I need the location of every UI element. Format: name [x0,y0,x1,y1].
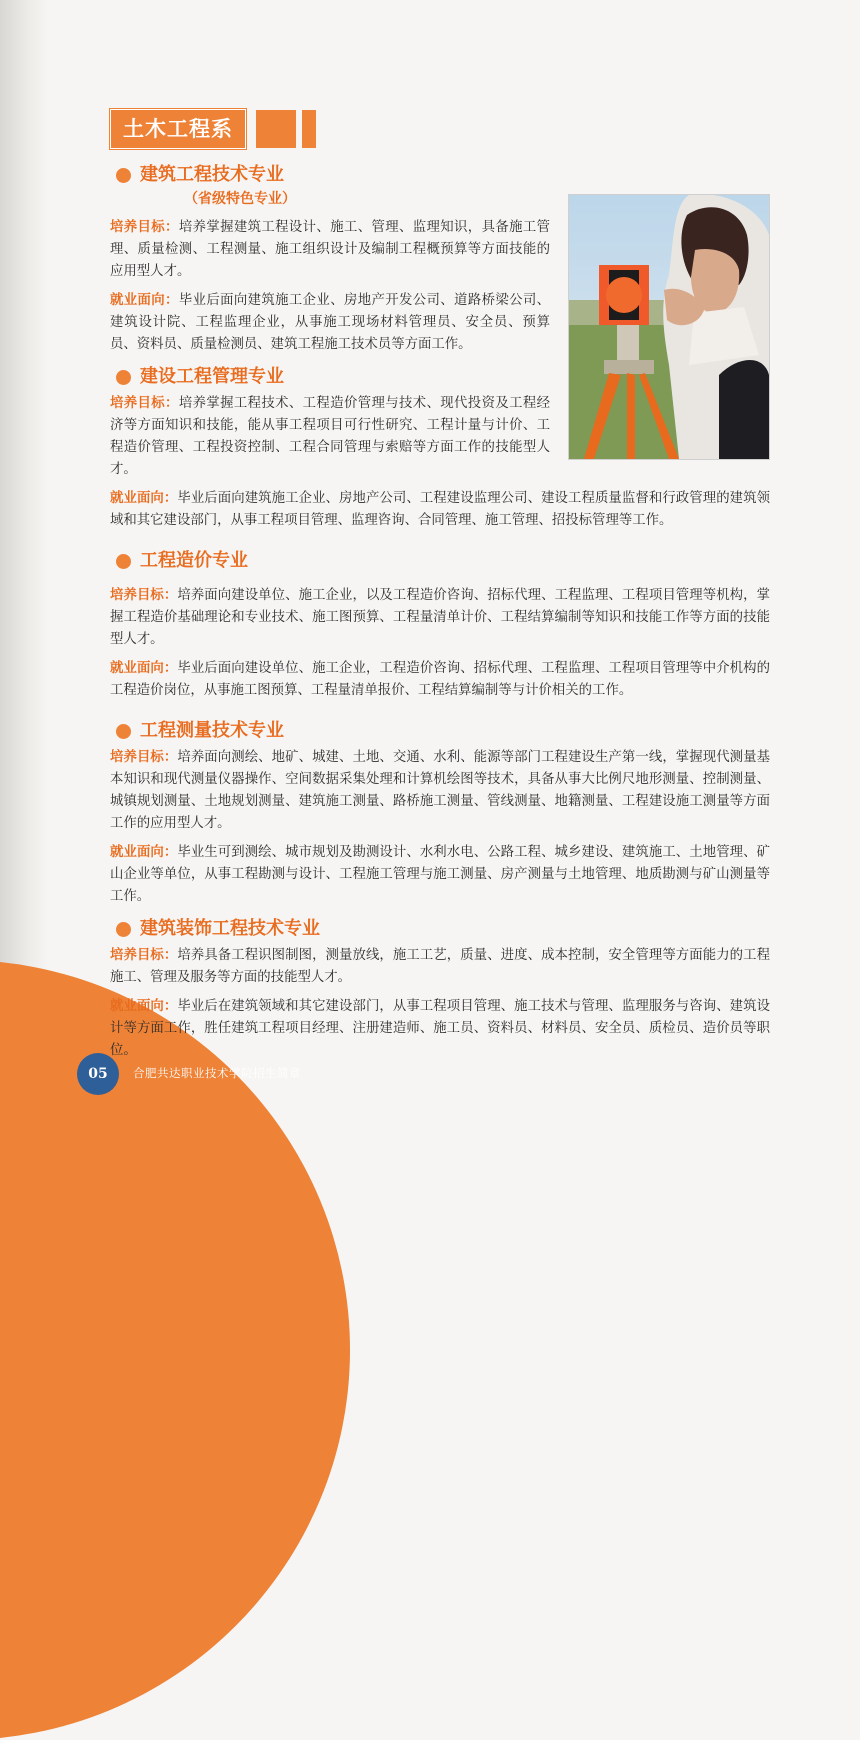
bullet-dot-icon [116,168,131,183]
section-title: 建筑装饰工程技术专业 [110,914,770,944]
career-direction: 就业面向：毕业后面向建筑施工企业、房地产开发公司、道路桥梁公司、建筑设计院、工程监理企业，从事施工现场材料管理员、安全员、预算员、资料员、质量检测员、建筑工程施工技术员等方面工作。 [110,292,551,352]
section-title: 工程造价专业 [110,546,770,576]
bullet-dot-icon [116,370,131,385]
section-building-decoration [110,914,770,1062]
section-title: 建设工程管理专业 [110,362,770,392]
department-title: 土木工程系 [110,109,246,149]
bullet-dot-icon [116,922,131,937]
section-building-engineering [110,160,770,356]
header-decor-block [256,110,296,148]
spacer [110,708,770,716]
spacer [110,576,770,584]
bullet-dot-icon [116,554,131,569]
career-direction: 就业面向：毕业后面向建筑施工企业、房地产公司、工程建设监理公司、建设工程质量监督和行政管理的建筑领域和其它建设部门，从事工程项目管理、监理咨询、合同管理、施工管理、招投标管理等工作。 [110,490,771,528]
training-goal: 培养目标：培养掌握建筑工程设计、施工、管理、监理知识，具备施工管理、质量检测、工程测量、施工组织设计及编制工程概预算等方面技能的应用型人才。 [110,219,551,279]
training-goal: 培养目标：培养面向测绘、地矿、城建、土地、交通、水利、能源等部门工程建设生产第一线，掌握现代测量基本知识和现代测量仪器操作、空间数据采集处理和计算机绘图等技术，具备从事大比例尺地形测量、控制测量、城镇规划测量、土地规划测量、建筑施工测量、路桥施工测量、管线测量、地籍测量、工程建设施工测量等方面工作的应用型人才。 [110,749,771,831]
career-direction: 就业面向：毕业后在建筑领域和其它建设部门，从事工程项目管理、施工技术与管理、监理服务与咨询、建筑设计等方面工作，胜任建筑工程项目经理、注册建造师、施工员、资料员、材料员、安全员、质检员、造价员等职位。 [110,998,771,1058]
spacer [110,538,770,546]
department-header [110,110,316,148]
header-decor-bar [302,110,316,148]
section-engineering-cost [110,546,770,702]
section-construction-management [110,362,770,532]
section-title: 建筑工程技术专业 [110,160,770,190]
bullet-dot-icon [116,724,131,739]
training-goal: 培养目标：培养面向建设单位、施工企业，以及工程造价咨询、招标代理、工程监理、工程项目管理等机构，掌握工程造价基础理论和专业技术、施工图预算、工程量清单计价、工程结算编制等知识和技能工作等方面的技能型人才。 [110,587,771,647]
career-direction: 就业面向：毕业生可到测绘、城市规划及勘测设计、水利水电、公路工程、城乡建设、建筑施工、土地管理、矿山企业等单位，从事工程勘测与设计、工程施工管理与施工测量、房产测量与土地管理、地质勘测与矿山测量等工作。 [110,844,771,904]
section-subtitle: （省级特色专业） [184,191,296,207]
training-goal: 培养目标：培养掌握工程技术、工程造价管理与技术、现代投资及工程经济等方面知识和技能，能从事工程项目可行性研究、工程计量与计价、工程造价管理、工程投资控制、工程合同管理与索赔等方面工作的技能型人才。 [110,395,551,477]
content-area [110,160,770,1068]
career-direction: 就业面向：毕业后面向建设单位、施工企业，工程造价咨询、招标代理、工程监理、工程项目管理等中介机构的工程造价岗位，从事施工图预算、工程量清单报价、工程结算编制等与计价相关的工作。 [110,660,771,698]
page-number-badge: 05 [77,1053,119,1095]
section-title: 工程测量技术专业 [110,716,770,746]
training-goal: 培养目标：培养具备工程识图制图，测量放线，施工工艺，质量、进度、成本控制，安全管理等方面能力的工程施工、管理及服务等方面的技能型人才。 [110,947,771,985]
section-engineering-surveying [110,716,770,908]
school-brochure-title: 合肥共达职业技术学院招生简章 [133,1066,301,1080]
